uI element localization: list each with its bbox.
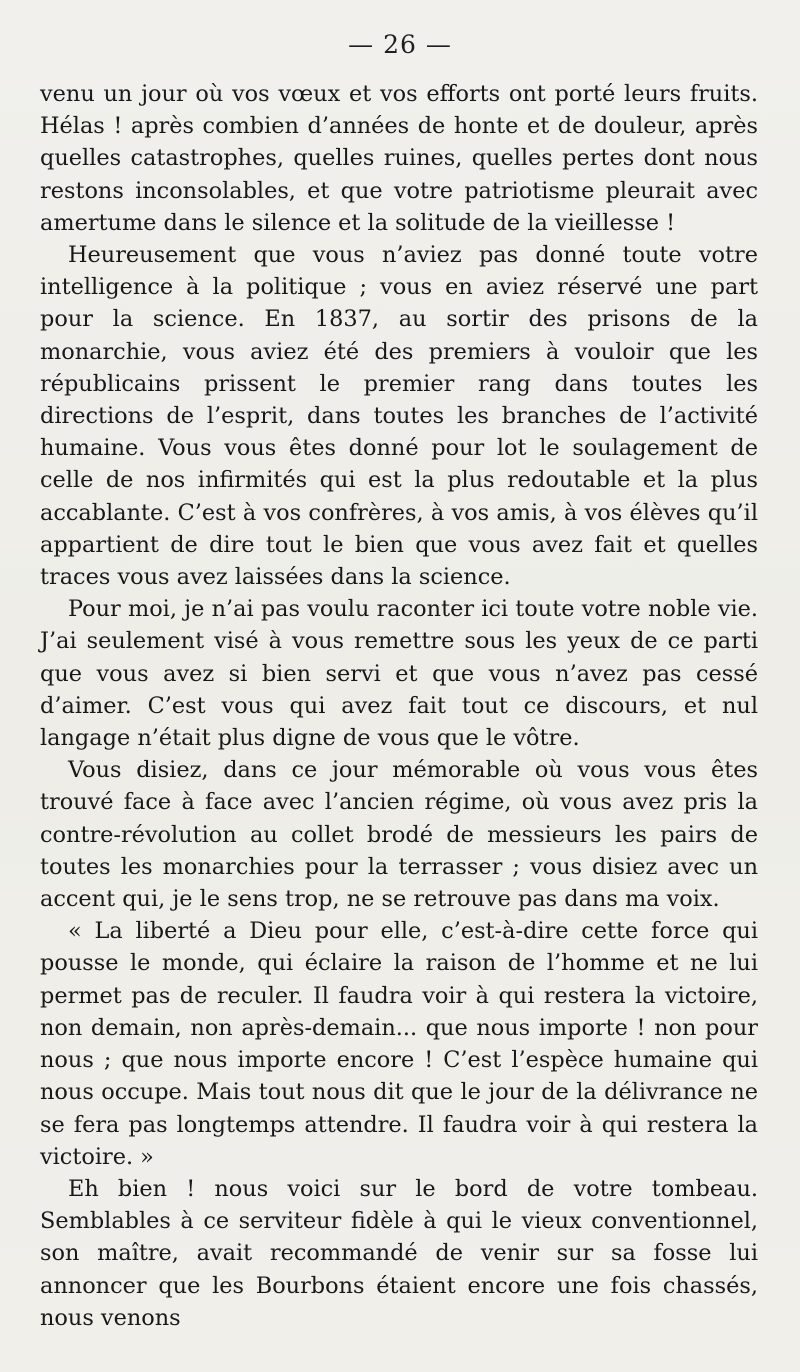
page-number: — 26 — bbox=[348, 30, 452, 59]
quotation-paragraph: « La liberté a Dieu pour elle, c’est-à-dire cette force qui pousse le monde, qui éclaire la raison de l’homme et ne lui permet pas de reculer. Il faudra voir à qui restera la victoire, non demain, non après-demain... que nous importe ! non pour nous ; que nous importe encore ! C’est l’espèce humaine qui nous occupe. Mais tout nous dit que le jour de la délivrance ne se fera pas longtemps attendre. Il faudra voir à qui restera la victoire. » bbox=[40, 918, 758, 1170]
paragraph-6: Eh bien ! nous voici sur le bord de votre tombeau. Semblables à ce serviteur fidèle à qui le vieux conventionnel, son maître, avait recommandé de venir sur sa fosse lui annoncer que les Bourbons étaient encore une fois chassés, nous venons bbox=[40, 1175, 758, 1331]
paragraph-1: venu un jour où vos vœux et vos efforts ont porté leurs fruits. Hélas ! après combien d’années de honte et de douleur, après quelles catastrophes, quelles ruines, quelles pertes dont nous restons inconsolables, et que votre patriotisme pleurait avec amertume dans le silence et la solitude de la vieillesse ! bbox=[40, 81, 758, 236]
paragraph-4: Vous disiez, dans ce jour mémorable où vous vous êtes trouvé face à face avec l’ancien régime, où vous avez pris la contre-révolution au collet brodé de messieurs les pairs de toutes les monarchies pour la terrasser ; vous disiez avec un accent qui, je le sens trop, ne se retrouve pas dans ma voix. bbox=[40, 757, 758, 913]
paragraph-3: Pour moi, je n’ai pas voulu raconter ici toute votre noble vie. J’ai seulement visé à vous remettre sous les yeux de ce parti que vous avez si bien servi et que vous n’avez pas cessé d’aimer. C’est vous qui avez fait tout ce discours, et nul langage n’était plus digne de vous que le vôtre. bbox=[40, 596, 758, 752]
paragraph-2: Heureusement que vous n’aviez pas donné toute votre intelligence à la politique ; vous en aviez réservé une part pour la science. En 1837, au sortir des prisons de la monarchie, vous aviez été des premiers à vouloir que les républicains prissent le premier rang dans toutes les directions de l’esprit, dans toutes les branches de l’activité humaine. Vous vous êtes donné pour lot le soulagement de celle de nos infirmités qui est la plus redoutable et la plus accablante. C’est à vos confrères, à vos amis, à vos élèves qu’il appartient de dire tout le bien que vous avez fait et quelles traces vous avez laissées dans la science. bbox=[40, 242, 758, 591]
page-body bbox=[40, 78, 758, 1334]
